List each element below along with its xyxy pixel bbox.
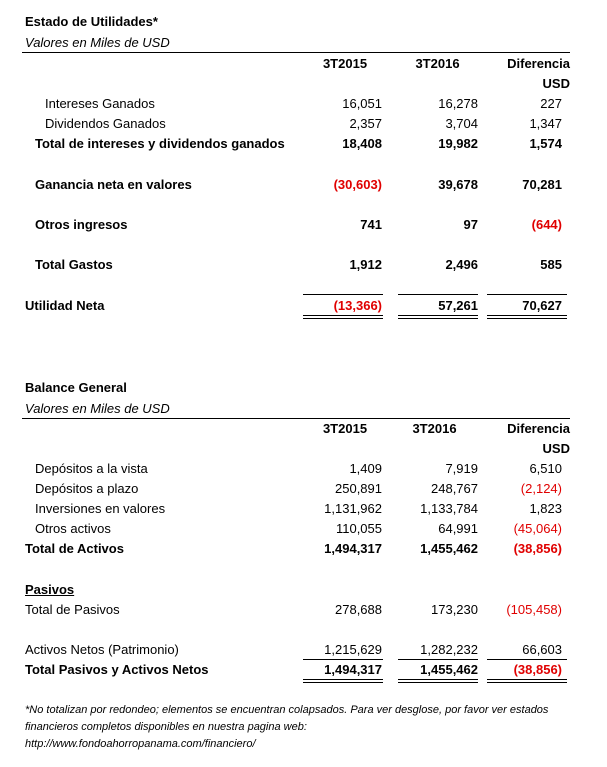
balance-row-value: 278,688	[335, 602, 382, 617]
income-row-value: 70,627	[522, 298, 562, 313]
income-row-value: 2,496	[445, 257, 478, 272]
balance-row-label: Depósitos a la vista	[35, 461, 148, 476]
footnote-line: financieros completos disponibles en nuestra pagina web:	[25, 721, 307, 733]
balance-row-value: 1,409	[349, 461, 382, 476]
income-row-value: 227	[540, 96, 562, 111]
balance-row-value: 1,494,317	[324, 662, 382, 677]
balance-row-label: Total Pasivos y Activos Netos	[25, 662, 209, 677]
balance-row-label: Activos Netos (Patrimonio)	[25, 642, 179, 657]
balance-total-double-rule	[303, 679, 383, 683]
income-row-label: Dividendos Ganados	[45, 116, 166, 131]
income-row-label: Total Gastos	[35, 257, 113, 272]
balance-row-label: Total de Activos	[25, 541, 124, 556]
balance-row-value: 1,455,462	[420, 541, 478, 556]
income-row-value: 16,051	[342, 96, 382, 111]
income-row-value: 1,912	[349, 257, 382, 272]
income-row-value: 1,347	[529, 116, 562, 131]
balance-total-double-rule	[487, 679, 567, 683]
balance-row-value: 1,282,232	[420, 642, 478, 657]
balance-row-value: 1,494,317	[324, 541, 382, 556]
balance-total-top-rule	[303, 659, 383, 660]
balance-row-value: 110,055	[335, 521, 382, 536]
income-net-double-rule	[303, 315, 383, 319]
income-row-value: (644)	[531, 217, 562, 232]
balance-row-label: Total de Pasivos	[25, 602, 120, 617]
balance-row-value: 1,131,962	[324, 501, 382, 516]
balance-col-header-usd: USD	[542, 441, 570, 456]
income-col-header-3t2015: 3T2015	[322, 56, 368, 71]
balance-col-header-3t2016: 3T2016	[412, 421, 457, 436]
balance-total-top-rule	[398, 659, 478, 660]
income-row-value: 97	[463, 217, 478, 232]
balance-title: Balance General	[25, 380, 127, 395]
balance-row-value: 66,603	[522, 642, 562, 657]
balance-total-double-rule	[398, 679, 478, 683]
balance-row-value: (38,856)	[513, 662, 562, 677]
income-row-value: 585	[540, 257, 562, 272]
income-row-label: Total de intereses y dividendos ganados	[35, 136, 285, 151]
balance-top-rule	[22, 418, 570, 419]
balance-row-value: (105,458)	[506, 602, 562, 617]
income-row-value: (13,366)	[333, 298, 382, 313]
income-row-value: 18,408	[342, 136, 382, 151]
footnote-line: *No totalizan por redondeo; elementos se encuentran colapsados. Para ver desglose, por favor ver estados	[25, 704, 549, 716]
income-row-label: Intereses Ganados	[45, 96, 155, 111]
balance-row-value: 1,133,784	[420, 501, 478, 516]
balance-row-value: 1,455,462	[420, 662, 478, 677]
balance-row-value: 173,230	[431, 602, 478, 617]
balance-subtitle: Valores en Miles de USD	[25, 401, 170, 416]
income-row-label: Ganancia neta en valores	[35, 177, 192, 192]
balance-row-value: 6,510	[529, 461, 562, 476]
income-row-value: (30,603)	[333, 177, 382, 192]
balance-row-value: (45,064)	[513, 521, 562, 536]
balance-col-header-diferencia: Diferencia	[507, 421, 570, 436]
footnote-link[interactable]: http://www.fondoahorropanama.com/financiero/	[25, 738, 256, 750]
balance-row-label: Otros activos	[35, 521, 111, 536]
income-subtitle: Valores en Miles de USD	[25, 35, 170, 50]
income-col-header-diferencia: Diferencia	[507, 56, 570, 71]
balance-row-value: 64,991	[438, 521, 478, 536]
balance-row-value: 1,823	[529, 501, 562, 516]
income-net-top-rule	[398, 294, 478, 295]
balance-row-label: Inversiones en valores	[35, 501, 166, 516]
balance-row-value: 248,767	[431, 481, 478, 496]
income-row-value: 57,261	[438, 298, 478, 313]
income-row-value: 19,982	[438, 136, 478, 151]
income-net-top-rule	[487, 294, 567, 295]
balance-row-value: (2,124)	[520, 481, 562, 496]
income-row-value: 39,678	[438, 177, 478, 192]
income-row-value: 16,278	[438, 96, 478, 111]
income-title: Estado de Utilidades*	[25, 14, 158, 29]
income-row-value: 70,281	[522, 177, 562, 192]
income-col-header-usd: USD	[542, 76, 570, 91]
income-row-label: Otros ingresos	[35, 217, 128, 232]
balance-row-value: 250,891	[335, 481, 382, 496]
income-row-value: 2,357	[349, 116, 382, 131]
income-net-double-rule	[398, 315, 478, 319]
balance-total-top-rule	[487, 659, 567, 660]
income-top-rule	[22, 52, 570, 53]
income-row-label: Utilidad Neta	[25, 298, 105, 313]
income-row-value: 1,574	[529, 136, 562, 151]
balance-row-label: Depósitos a plazo	[35, 481, 139, 496]
balance-row-value: 7,919	[445, 461, 478, 476]
income-row-value: 3,704	[445, 116, 478, 131]
balance-row-value: 1,215,629	[324, 642, 382, 657]
income-net-double-rule	[487, 315, 567, 319]
income-net-top-rule	[303, 294, 383, 295]
pasivos-heading: Pasivos	[25, 582, 75, 597]
balance-row-value: (38,856)	[513, 541, 562, 556]
income-col-header-3t2016: 3T2016	[415, 56, 460, 71]
balance-col-header-3t2015: 3T2015	[322, 421, 368, 436]
income-row-value: 741	[360, 217, 382, 232]
